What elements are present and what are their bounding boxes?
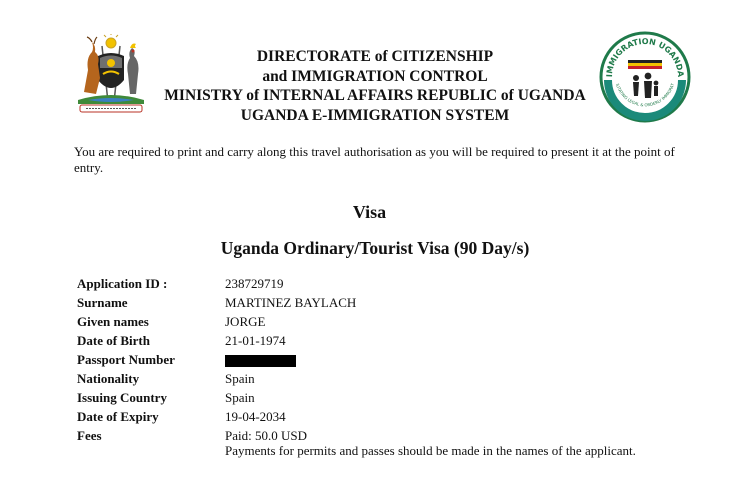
header-titles bbox=[150, 47, 600, 125]
field-label: Surname bbox=[77, 295, 128, 310]
field-value: 21-01-1974 bbox=[225, 333, 286, 348]
field-label: Fees bbox=[77, 428, 102, 443]
header-line-ministry: MINISTRY of INTERNAL AFFAIRS REPUBLIC of UGANDA bbox=[164, 87, 586, 104]
payment-note: Payments for permits and passes should be made in the names of the applicant. bbox=[225, 443, 636, 458]
document-title: Visa bbox=[352, 202, 387, 222]
field-label: Date of Expiry bbox=[77, 409, 159, 424]
svg-text:FACILITATING LEGAL & ORDERLY I: ILITATING LEGAL & ORDERLY IMMIGRAT bbox=[615, 82, 676, 108]
field-value: JORGE bbox=[225, 314, 266, 329]
document-header bbox=[0, 0, 739, 135]
field-value: Spain bbox=[225, 390, 255, 405]
field-label: Given names bbox=[77, 314, 149, 329]
coat-of-arms-icon bbox=[70, 34, 152, 114]
field-value-redacted bbox=[225, 352, 296, 371]
field-label: Application ID : bbox=[77, 276, 168, 291]
field-label: Issuing Country bbox=[77, 390, 167, 405]
redaction-bar bbox=[225, 355, 296, 367]
svg-text:IMMIGRATION UGANDA: IMMIGRATION UGANDA bbox=[604, 36, 686, 78]
field-label: Nationality bbox=[77, 371, 140, 386]
header-line-immigration-control: and IMMIGRATION CONTROL bbox=[262, 67, 488, 85]
field-value: Spain bbox=[225, 371, 255, 386]
field-value: 19-04-2034 bbox=[225, 409, 286, 424]
header-line-system: UGANDA E-IMMIGRATION SYSTEM bbox=[240, 106, 510, 124]
field-value: Paid: 50.0 USD bbox=[225, 428, 307, 443]
field-value: MARTINEZ BAYLACH bbox=[225, 295, 357, 310]
field-label: Passport Number bbox=[77, 352, 175, 367]
travel-authorisation-notice: You are required to print and carry along this travel authorisation as you will be required to present it at the point of entry. bbox=[74, 144, 675, 175]
immigration-uganda-logo-icon bbox=[598, 30, 692, 124]
field-value: 238729719 bbox=[225, 276, 284, 291]
visa-type-subtitle: Uganda Ordinary/Tourist Visa (90 Day/s) bbox=[220, 238, 530, 258]
header-line-directorate: DIRECTORATE of CITIZENSHIP bbox=[256, 48, 494, 65]
field-label: Date of Birth bbox=[77, 333, 150, 348]
